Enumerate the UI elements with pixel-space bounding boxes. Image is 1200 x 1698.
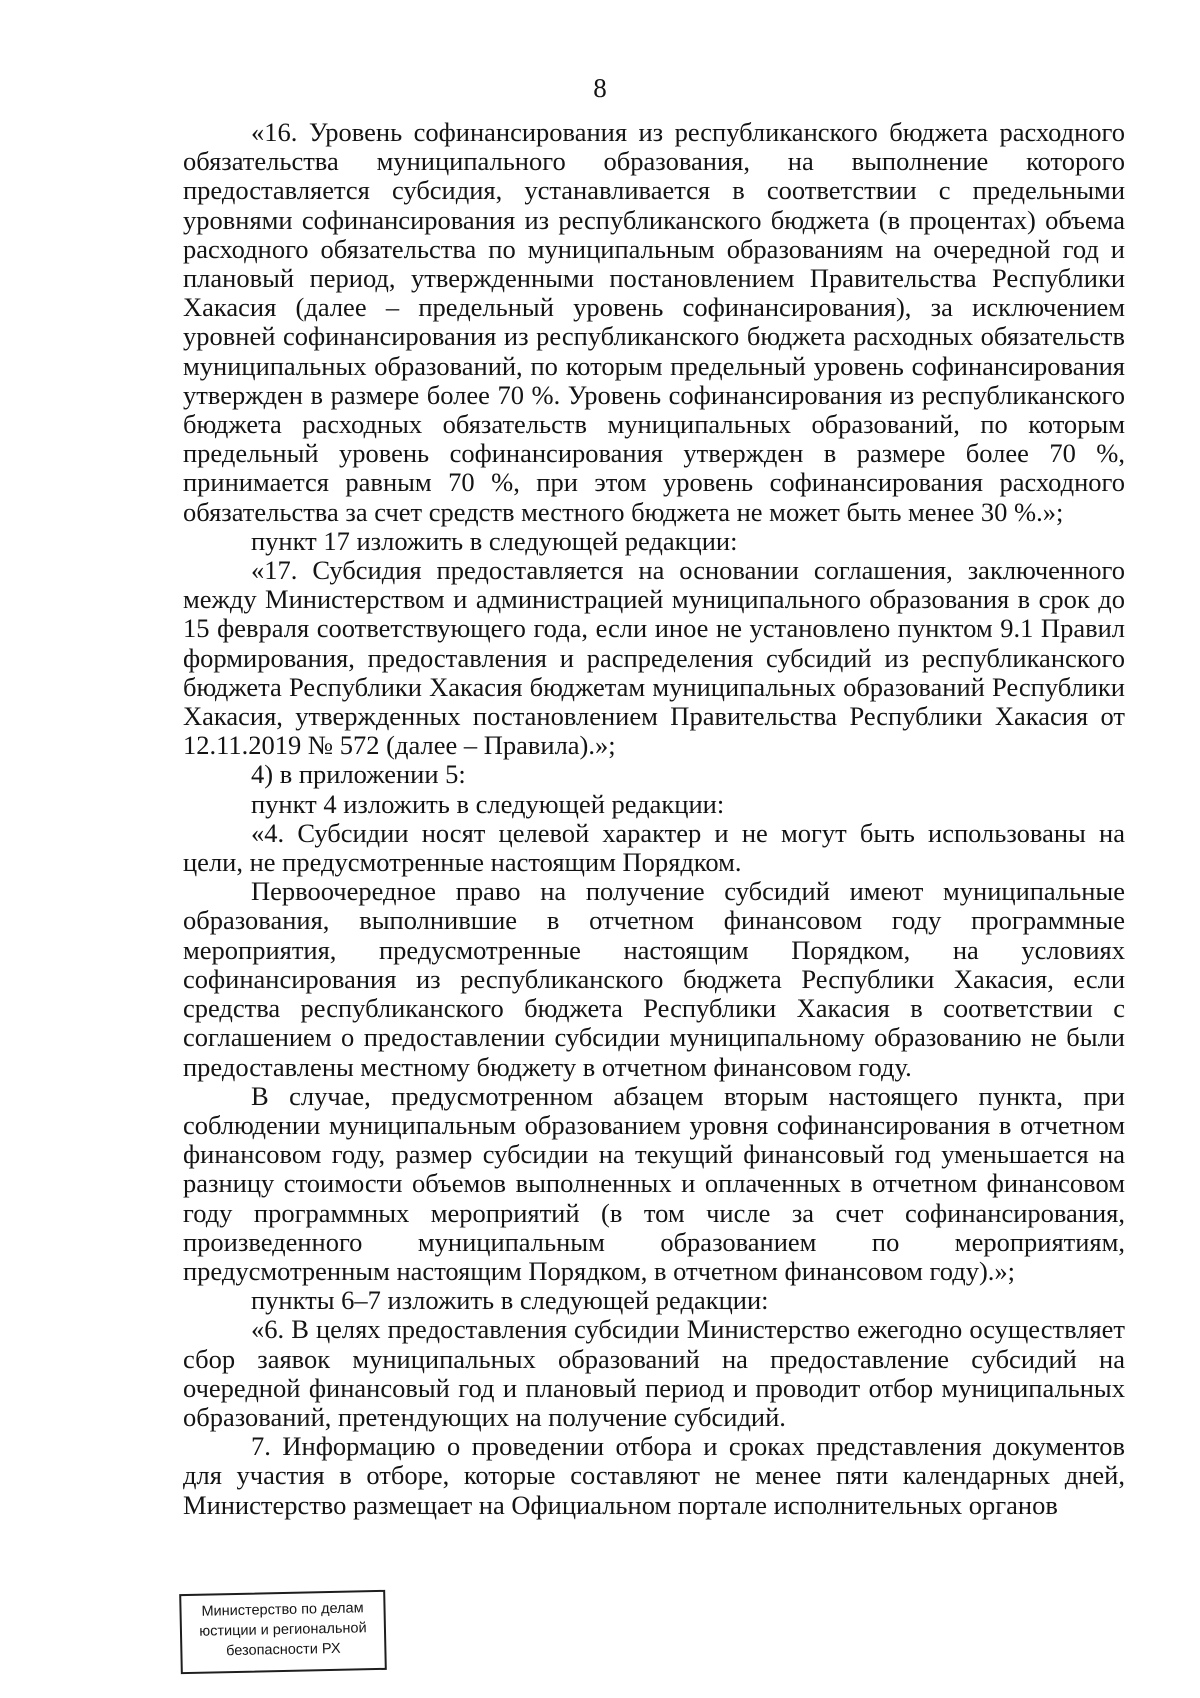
paragraph-item17-intro: пункт 17 изложить в следующей редакции:: [251, 525, 738, 556]
page-number: 8: [593, 73, 607, 103]
paragraph-priority-right: Первоочередное право на получение субсидий имеют муниципальные образования, выполнившие в отчетном финансовом году программные мероприятия, предусмотренные настоящим Порядком, на условиях софинансирования из республиканского бюджета Республики Хакасия, если средства республиканского бюджета Республики Хакасия в соответствии с соглашением о предоставлении субсидии муниципальному образованию не были предоставлены местному бюджету в отчетном финансовом году.: [183, 876, 1125, 1082]
paragraph-4: «4. Субсидии носят целевой характер и не могут быть использованы на цели, не предусмотренные настоящим Порядком.: [183, 817, 1125, 878]
paragraph-16: «16. Уровень софинансирования из республиканского бюджета расходного обязательства муниципального образования, на выполнение которого предоставляется субсидия, устанавливается в соответствии с предельными уровнями софинансирования из республиканского бюджета (в процентах) объема расходного обязательства по муниципальным образованиям на очередной год и плановый период, утвержденными постановлением Правительства Республики Хакасия (далее – предельный уровень софинансирования), за исключением уровней софинансирования из республиканского бюджета расходных обязательств муниципальных образований, по которым предельный уровень софинансирования утвержден в размере более 70 %. Уровень софинансирования из республиканского бюджета расходных обязательств муниципальных образований, по которым предельный уровень софинансирования утвержден в размере более 70 %, принимается равным 70 %, при этом уровень софинансирования расходного обязательства за счет средств местного бюджета не может быть менее 30 %.»;: [183, 117, 1125, 527]
stamp-line: юстиции и региональной: [199, 1620, 367, 1640]
stamp-line: безопасности РХ: [226, 1640, 341, 1660]
paragraph-17: «17. Субсидия предоставляется на основании соглашения, заключенного между Министерством и администрацией муниципального образования в срок до 15 февраля соответствующего года, если иное не установлено пунктом 9.1 Правил формирования, предоставления и распределения субсидий из республиканского бюджета Республики Хакасия бюджетам муниципальных образований Республики Хакасия, утвержденных постановлением Правительства Республики Хакасия от 12.11.2019 № 572 (далее – Правила).»;: [183, 555, 1125, 761]
paragraph-subsidy-reduction: В случае, предусмотренном абзацем вторым настоящего пункта, при соблюдении муниципальным образованием уровня софинансирования в отчетном финансовом году, размер субсидии на текущий финансовый год уменьшается на разницу стоимости объемов выполненных и оплаченных в отчетном финансовом году программных мероприятий (в том числе за счет софинансирования, произведенного муниципальным образованием по мероприятиям, предусмотренным настоящим Порядком, в отчетном финансовом году).»;: [183, 1080, 1125, 1286]
stamp-line: Министерство по делам: [201, 1600, 364, 1620]
paragraph-6: «6. В целях предоставления субсидии Министерство ежегодно осуществляет сбор заявок муниципальных образований на предоставление субсидий на очередной финансовый год и плановый период и проводит отбор муниципальных образований, претендующих на получение субсидий.: [183, 1314, 1125, 1432]
paragraph-item4-intro: пункт 4 изложить в следующей редакции:: [251, 788, 725, 819]
ministry-stamp: [179, 1590, 387, 1674]
paragraph-appendix5: 4) в приложении 5:: [251, 759, 466, 790]
paragraph-7: 7. Информацию о проведении отбора и сроках представления документов для участия в отборе, которые составляют не менее пяти календарных дней, Министерство размещает на Официальном портале исполнительных органов: [183, 1431, 1125, 1520]
document-body: [183, 118, 1125, 1520]
paragraph-items6-7-intro: пункты 6–7 изложить в следующей редакции:: [251, 1285, 769, 1316]
